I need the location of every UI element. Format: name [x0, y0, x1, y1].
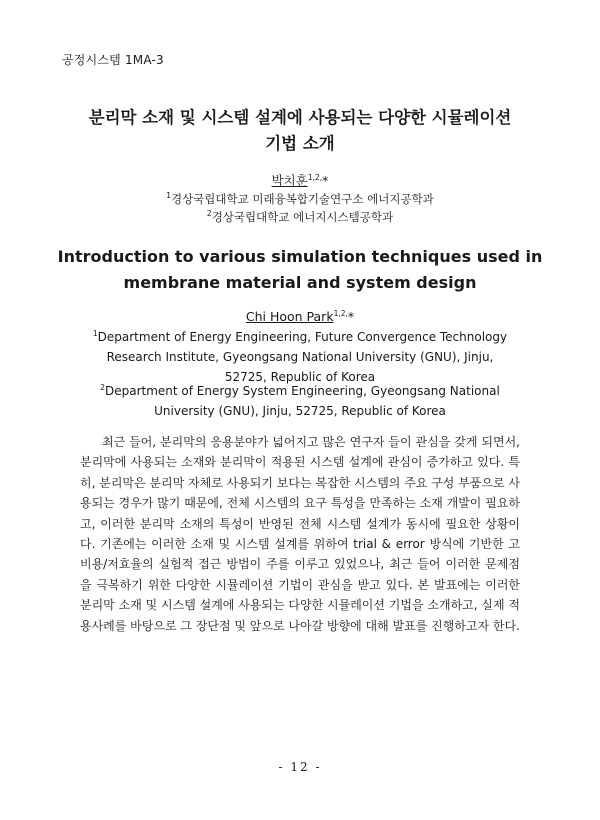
korean-affiliation-2	[0, 209, 600, 225]
korean-author-line	[0, 171, 600, 189]
english-author-line	[0, 309, 600, 324]
abstract-body: 최근 들어, 분리막의 응용분야가 넓어지고 많은 연구자 들이 관심을 갖게 되면서, 분리막에 사용되는 소재와 분리막이 적용된 시스템 설계에 관심이 증가하고 있다. 특히, 분리막은 분리막 자체로 사용되기 보다는 복잡한 시스템의 주요 구성 부품으로 사용되는 경우가 많기 때문에, 전체 시스템의 요구 특성을 만족하는 소재 개발이 필요하고, 이러한 분리막 소재의 특성이 반영된 전체 시스템 설계가 동시에 필요한 상황이다. 기존에는 이러한 소재 및 시스템 설계를 위하여 trial & error 방식에 기반한 고비용/저효율의 실험적 접근 방법이 주를 이루고 있었으나, 최근 들어 이러한 문제점을 극복하기 위한 다양한 시뮬레이션 기법이 관심을 받고 있다. 본 발표에는 이러한 분리막 소재 및 시스템 설계에 사용되는 다양한 시뮬레이션 기법을 소개하고, 실제 적용사례를 바탕으로 그 장단점 및 앞으로 나아갈 방향에 대해 발표를 진행하고자 한다.	[80, 435, 520, 633]
korean-author-sup: 1,2,	[307, 173, 323, 182]
session-code: 공정시스템 1MA-3	[62, 53, 164, 67]
korean-author-mark: *	[322, 173, 329, 188]
affiliation-sup: 1	[166, 191, 171, 200]
korean-title-line1: 분리막 소재 및 시스템 설계에 사용되는 다양한 시뮬레이션	[88, 108, 512, 127]
english-author-name: Chi Hoon Park	[245, 309, 334, 324]
affiliation-text: Department of Energy Engineering, Future Convergence Technology Research Institute, Gyeongsang National University (GNU), Jinju, 52725, Republic of Korea	[97, 330, 508, 384]
english-title-line1: Introduction to various simulation techniques used in	[57, 247, 543, 266]
affiliation-sup: 1	[92, 329, 98, 338]
affiliation-sup: 2	[206, 209, 212, 218]
english-affiliation-2	[90, 378, 510, 421]
korean-title-line2: 기법 소개	[265, 134, 335, 153]
affiliation-text: Department of Energy System Engineering, Gyeongsang National University (GNU), Jinju, 52725, Republic of Korea	[104, 384, 500, 418]
english-title	[0, 244, 600, 296]
english-title-line2: membrane material and system design	[123, 273, 477, 292]
affiliation-sup: 2	[100, 383, 105, 392]
english-author-sup: 1,2,	[333, 309, 348, 318]
korean-affiliation-1	[0, 191, 600, 207]
affiliation-text: 경상국립대학교 미래융복합기술연구소 에너지공학과	[170, 192, 434, 206]
affiliation-text: 경상국립대학교 에너지시스템공학과	[211, 210, 394, 224]
english-author-mark: *	[347, 309, 355, 324]
page-number: - 12 -	[278, 760, 322, 774]
korean-author-name: 박치훈	[271, 173, 308, 188]
korean-title	[0, 105, 600, 157]
